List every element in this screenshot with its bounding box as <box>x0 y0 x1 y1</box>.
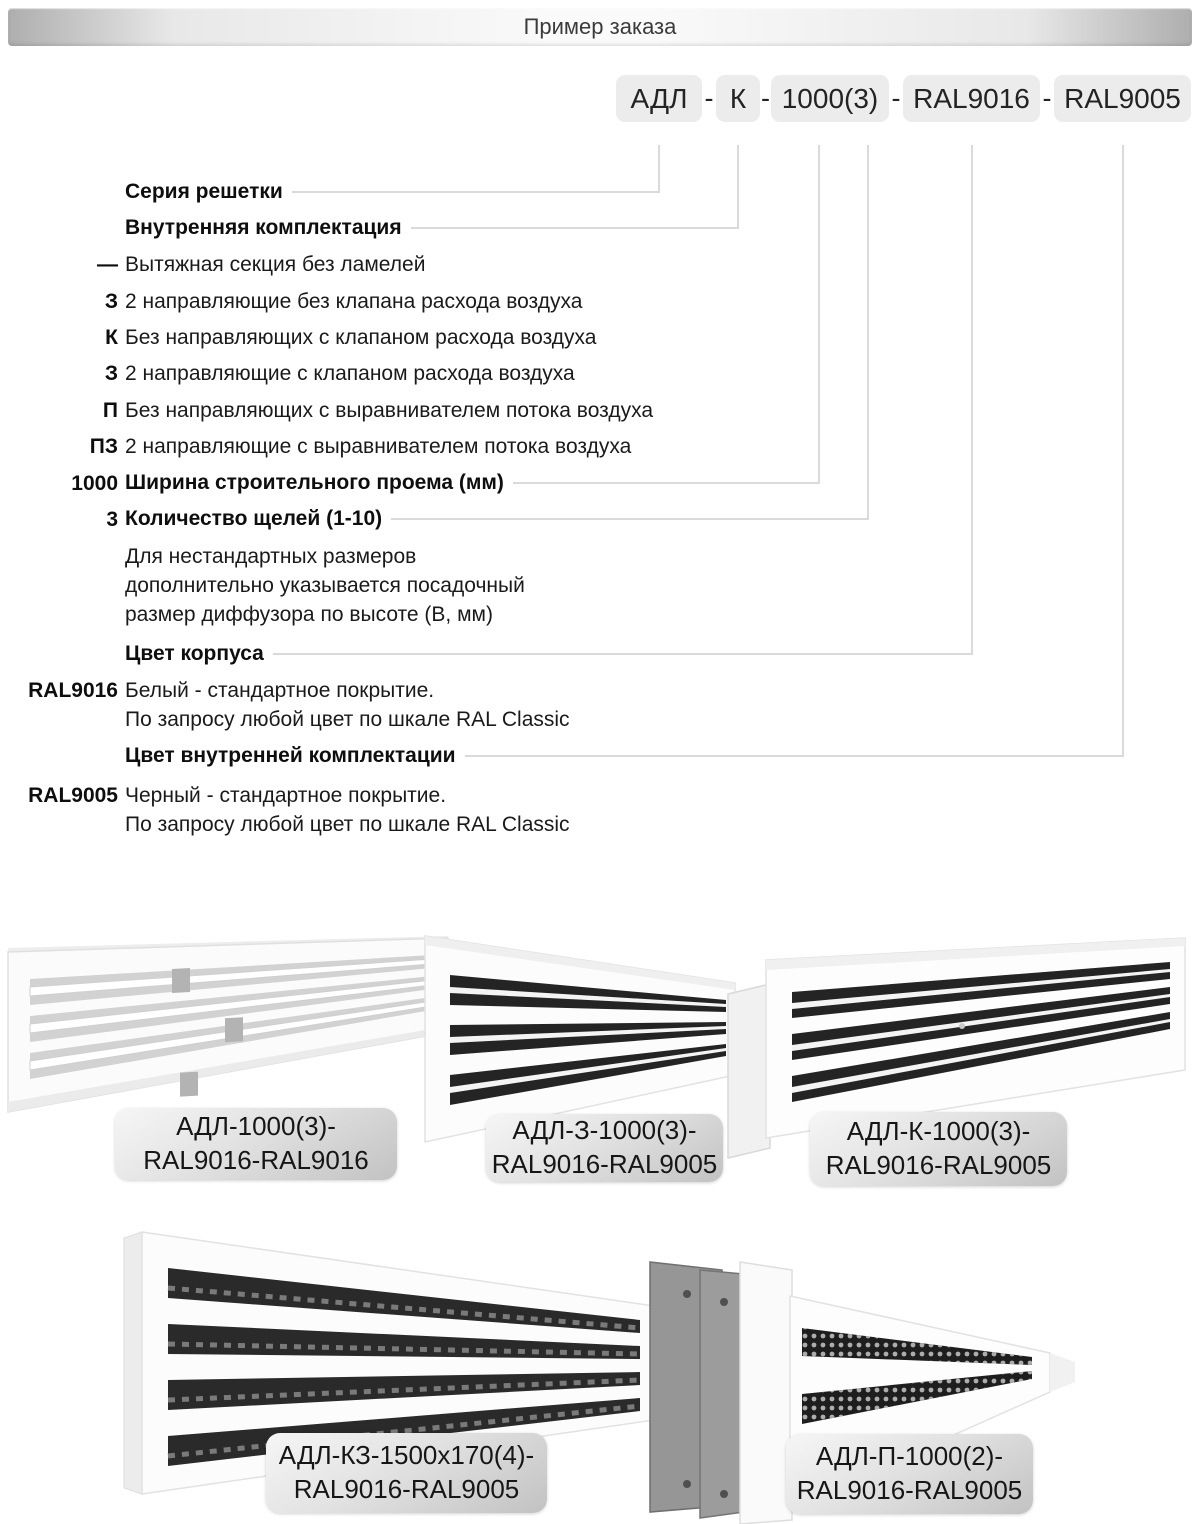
option-code: З <box>104 362 118 385</box>
option-text: 2 направляющие с клапаном расхода воздуха <box>125 362 575 385</box>
connector-hline-series <box>292 191 660 193</box>
slots-row <box>125 508 869 530</box>
header-bar <box>8 8 1192 46</box>
product-label <box>810 1112 1067 1186</box>
internal-color-text: По запросу любой цвет по шкале RAL Classic <box>125 813 570 836</box>
note-line: Для нестандартных размеров <box>125 545 417 568</box>
code-separator: - <box>891 83 901 113</box>
grille-photo-adl-z-1000-3 <box>425 936 735 1142</box>
connector-hline-internal <box>411 227 739 229</box>
internal-color-label: Цвет внутренней комплектации <box>125 744 456 767</box>
option-code: З <box>104 290 118 313</box>
option-text: Вытяжная секция без ламелей <box>125 253 426 276</box>
product-label <box>266 1433 547 1513</box>
code-separator: - <box>1042 83 1052 113</box>
code-separator: - <box>761 83 770 113</box>
connector-vline-internal-color <box>1122 145 1124 757</box>
option-text: Без направляющих с клапаном расхода воздуха <box>125 326 597 349</box>
connector-hline-body-color <box>273 653 973 655</box>
code-part-size: 1000(3) <box>771 75 889 122</box>
slots-label: Количество щелей (1-10) <box>125 507 383 530</box>
body-color-code: RAL9016 <box>28 679 118 702</box>
connector-vline-slots <box>867 145 869 520</box>
code-part-body-color: RAL9016 <box>903 75 1040 122</box>
series-row <box>125 181 660 203</box>
option-code: — <box>97 253 118 276</box>
option-text: Без направляющих с выравнивателем потока воздуха <box>125 399 654 422</box>
width-row <box>125 472 820 494</box>
option-code: ПЗ <box>89 435 118 458</box>
product-code-line: RAL9016-RAL9005 <box>825 1150 1052 1180</box>
body-color-label: Цвет корпуса <box>125 642 264 665</box>
code-separator: - <box>704 83 714 113</box>
internal-row <box>125 217 739 239</box>
code-part-internal-color: RAL9005 <box>1054 75 1191 122</box>
option-code: П <box>102 399 118 422</box>
product-code-line: АДЛ-1000(3)- <box>176 1111 336 1142</box>
series-label: Серия решетки <box>125 180 283 203</box>
internal-color-row <box>125 745 1124 767</box>
code-part-series: АДЛ <box>616 75 702 122</box>
body-color-text: По запросу любой цвет по шкале RAL Classic <box>125 708 570 731</box>
product-label <box>486 1114 723 1182</box>
width-code: 1000 <box>71 472 118 495</box>
product-code-line: АДЛ-З-1000(3)- <box>512 1115 697 1146</box>
option-text: 2 направляющие с выравнивателем потока воздуха <box>125 435 632 458</box>
option-code: К <box>105 326 118 349</box>
note-line: размер диффузора по высоте (В, мм) <box>125 603 493 626</box>
page-title: Пример заказа <box>523 14 677 39</box>
internal-color-text: Черный - стандартное покрытие. <box>125 784 447 807</box>
product-code-line: RAL9016-RAL9005 <box>796 1475 1023 1505</box>
product-code-line: АДЛ-П-1000(2)- <box>815 1441 1004 1472</box>
product-code-line: RAL9016-RAL9005 <box>293 1474 520 1504</box>
note-line: дополнительно указывается посадочный <box>125 574 525 597</box>
body-color-text: Белый - стандартное покрытие. <box>125 679 435 702</box>
body-color-row <box>125 643 973 665</box>
product-code-line: RAL9016-RAL9016 <box>143 1145 369 1175</box>
connector-vline-width <box>818 145 820 484</box>
product-label <box>115 1108 397 1180</box>
internal-label: Внутренняя комплектация <box>125 216 402 239</box>
option-text: 2 направляющие без клапана расхода воздуха <box>125 290 583 313</box>
product-code-line: RAL9016-RAL9005 <box>491 1149 718 1179</box>
connector-hline-width <box>513 482 820 484</box>
product-label <box>786 1434 1033 1514</box>
connector-vline-body-color <box>971 145 973 655</box>
product-code-line: АДЛ-К-1000(3)- <box>846 1116 1031 1147</box>
connector-hline-slots <box>391 518 869 520</box>
grille-photo-adl-1000-3 <box>8 936 448 1112</box>
connector-vline-internal <box>737 145 739 228</box>
product-code-line: АДЛ-КЗ-1500х170(4)- <box>278 1440 535 1471</box>
code-part-internal: К <box>716 75 760 122</box>
connector-hline-internal-color <box>465 755 1124 757</box>
slots-code: 3 <box>106 508 118 531</box>
internal-color-code: RAL9005 <box>28 784 118 807</box>
width-label: Ширина строительного проема (мм) <box>125 471 504 494</box>
